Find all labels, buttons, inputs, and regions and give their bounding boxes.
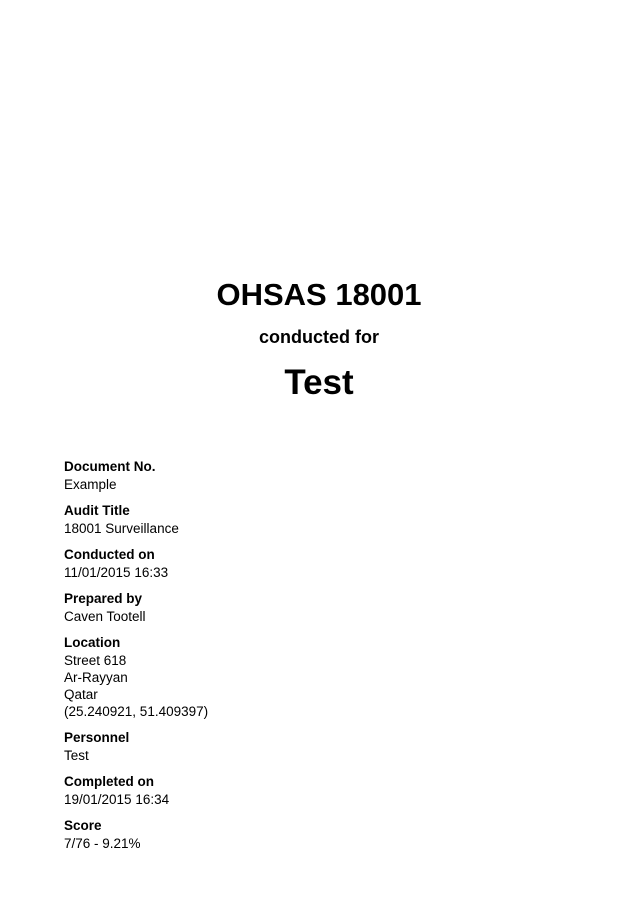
- field-document-no: [64, 458, 584, 493]
- field-label: Completed on: [64, 774, 154, 789]
- field-value: Example: [64, 477, 117, 492]
- field-label: Personnel: [64, 730, 130, 745]
- field-label: Document No.: [64, 459, 156, 474]
- field-label: Conducted on: [64, 547, 155, 562]
- location-line: Qatar: [64, 687, 98, 702]
- field-label: Audit Title: [64, 503, 130, 518]
- location-line: Ar-Rayyan: [64, 670, 128, 685]
- details-list: [64, 458, 584, 861]
- field-prepared-by: [64, 590, 584, 625]
- field-location: [64, 634, 584, 720]
- report-subtitle: conducted for: [259, 327, 379, 347]
- location-coordinates: (25.240921, 51.409397): [64, 704, 209, 719]
- field-audit-title: [64, 502, 584, 537]
- field-value: 19/01/2015 16:34: [64, 792, 170, 807]
- field-personnel: [64, 729, 584, 764]
- field-value: Test: [64, 748, 89, 763]
- location-line: Street 618: [64, 653, 127, 668]
- report-title: OHSAS 18001: [216, 277, 422, 312]
- field-label: Location: [64, 635, 121, 650]
- client-name: Test: [284, 363, 354, 402]
- field-value: 7/76 - 9.21%: [64, 836, 141, 851]
- field-value: Caven Tootell: [64, 609, 146, 624]
- field-label: Prepared by: [64, 591, 143, 606]
- title-block: [0, 276, 638, 404]
- field-conducted-on: [64, 546, 584, 581]
- field-score: [64, 817, 584, 852]
- field-label: Score: [64, 818, 102, 833]
- field-value: 11/01/2015 16:33: [64, 565, 169, 580]
- field-value: 18001 Surveillance: [64, 521, 179, 536]
- field-value: [64, 652, 584, 720]
- field-completed-on: [64, 773, 584, 808]
